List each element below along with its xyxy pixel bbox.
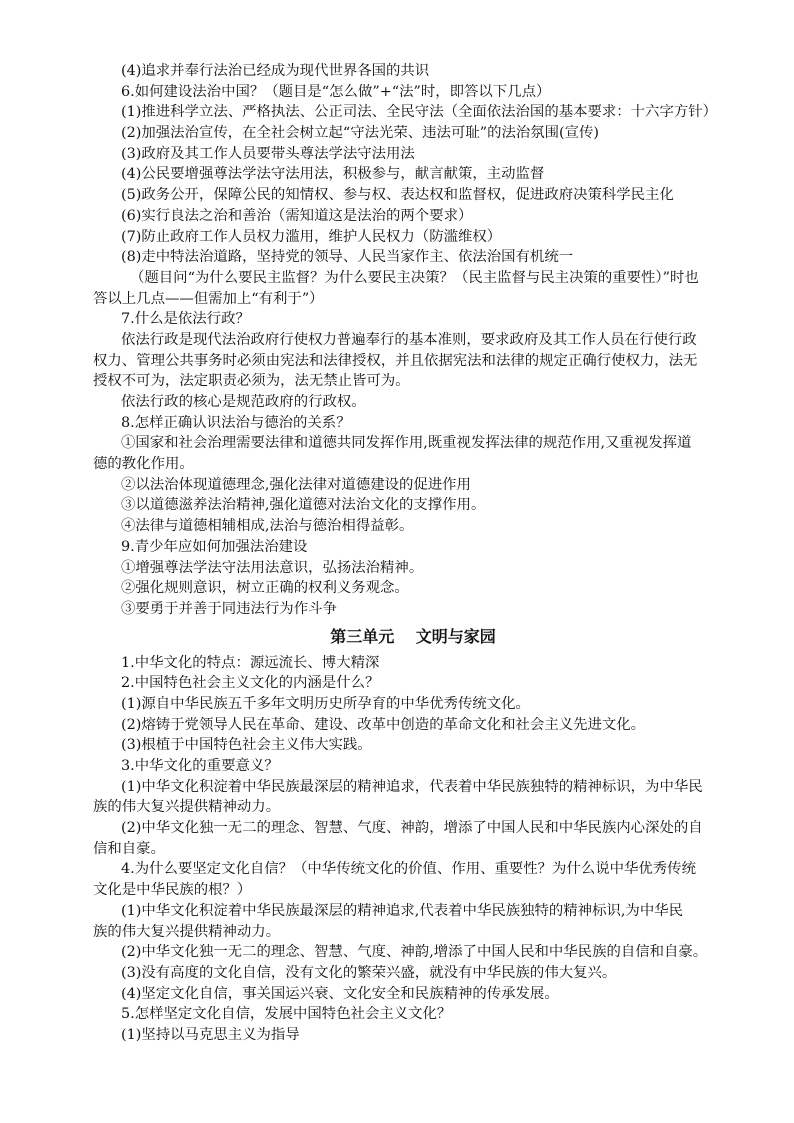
text-line: 9.青少年应如何加强法治建设 [121,538,308,555]
text-line: 答以上几点——但需加上“有利于”） [93,290,324,307]
text-line: (3)根植于中国特色社会主义伟大实践。 [121,737,372,754]
text-line: (1)坚持以马克思主义为指导 [121,1026,300,1043]
text-line: (4)追求并奉行法治已经成为现代世界各国的共识 [121,63,430,79]
text-line: 4.为什么要坚定文化自信？（中华传统文化的价值、作用、重要性？为什么说中华优秀传统 [121,861,696,878]
text-line: (8)走中特法治道路，坚持党的领导、人民当家作主、依法治国有机统一 [121,249,574,266]
text-line: 权力、管理公共事务时必须由宪法和法律授权，并且依据宪法和法律的规定正确行使权力，法无 [93,352,698,369]
text-line: (6)实行良法之治和善治（需知道这是法治的两个要求） [121,207,473,224]
text-line: 5.怎样坚定文化自信，发展中国特色社会主义文化？ [121,1006,452,1023]
text-line: (4)公民要增强尊法学法守法用法，积极参与，献言献策，主动监督 [121,166,545,183]
text-line: (1)推进科学立法、严格执法、公正司法、全民守法（全面依法治国的基本要求：十六字方针） [121,104,718,121]
text-line: 文化是中华民族的根？） [93,882,252,899]
text-line: 族的伟大复兴提供精神动力。 [93,923,281,940]
text-line: 3.中华文化的重要意义？ [121,758,279,774]
content-block-rule-of-law [93,61,733,620]
text-line: ②以法治体现道德理念,强化法律对道德建设的促进作用 [121,476,471,493]
text-line: (2)加强法治宣传，在全社会树立起“守法光荣、违法可耻”的法治氛围(宣传) [121,125,600,142]
text-line: (2)熔铸于党领导人民在革命、建设、改革中创造的革命文化和社会主义先进文化。 [121,716,646,733]
text-line: (1)中华文化积淀着中华民族最深层的精神追求，代表着中华民族独特的精神标识，为中华民 [121,778,703,795]
text-line: (1)源自中华民族五千多年文明历史所孕育的中华优秀传统文化。 [121,695,530,712]
text-line: (7)防止政府工作人员权力滥用，维护人民权力（防滥维权） [121,228,502,245]
text-line: ④法律与道德相辅相成,法治与德治相得益彰。 [121,518,414,535]
section-heading: 第三单元 文明与家园 [330,626,496,646]
text-line: 6.如何建设法治中国？（题目是“怎么做”+“法”时，即答以下几点） [121,83,551,100]
text-line: ①国家和社会治理需要法律和道德共同发挥作用,既重视发挥法律的规范作用,又重视发挥道 [121,435,692,452]
text-line: 依法行政的核心是规范政府的行政权。 [121,394,366,410]
text-line: 7.什么是依法行政？ [121,311,250,328]
text-line: 2.中国特色社会主义文化的内涵是什么？ [121,675,380,692]
text-line: ③以道德滋养法治精神,强化道德对法治文化的支撑作用。 [121,497,486,514]
text-line: (2)中华文化独一无二的理念、智慧、气度、神韵，增添了中国人民和中华民族内心深处的自 [121,820,703,837]
text-line: (1)中华文化积淀着中华民族最深层的精神追求,代表着中华民族独特的精神标识,为中华民 [121,902,683,919]
text-line: (3)政府及其工作人员要带头尊法学法守法用法 [121,145,415,162]
text-line: 族的伟大复兴提供精神动力。 [93,799,281,816]
text-line: (3)没有高度的文化自信，没有文化的繁荣兴盛，就没有中华民族的伟大复兴。 [121,964,617,981]
text-line: 1.中华文化的特点：源远流长、博大精深 [121,654,380,671]
text-line: (4)坚定文化自信，事关国运兴衰、文化安全和民族精神的传承发展。 [121,985,559,1002]
text-line: （题目问“为什么要民主监督？为什么要民主决策？（民主监督与民主决策的重要性）”时也 [130,269,699,286]
text-line: (2)中华文化独一无二的理念、智慧、气度、神韵,增添了中国人民和中华民族的自信和自豪。 [121,944,708,961]
text-line: ③要勇于并善于同违法行为作斗争 [121,600,337,617]
text-line: ②强化规则意识，树立正确的权利义务观念。 [121,580,409,597]
document-page [93,61,733,1046]
content-block-civilization [93,653,733,1046]
text-line: 德的教化作用。 [93,456,194,473]
text-line: 依法行政是现代法治政府行使权力普遍奉行的基本准则，要求政府及其工作人员在行使行政 [121,331,697,348]
text-line: 8.怎样正确认识法治与德治的关系？ [121,414,351,431]
text-line: 授权不可为，法定职责必须为，法无禁止皆可为。 [93,373,410,390]
text-line: (5)政务公开，保障公民的知情权、参与权、表达权和监督权，促进政府决策科学民主化 [121,187,674,204]
text-line: ①增强尊法学法守法用法意识，弘扬法治精神。 [121,559,424,576]
text-line: 信和自豪。 [93,840,165,857]
